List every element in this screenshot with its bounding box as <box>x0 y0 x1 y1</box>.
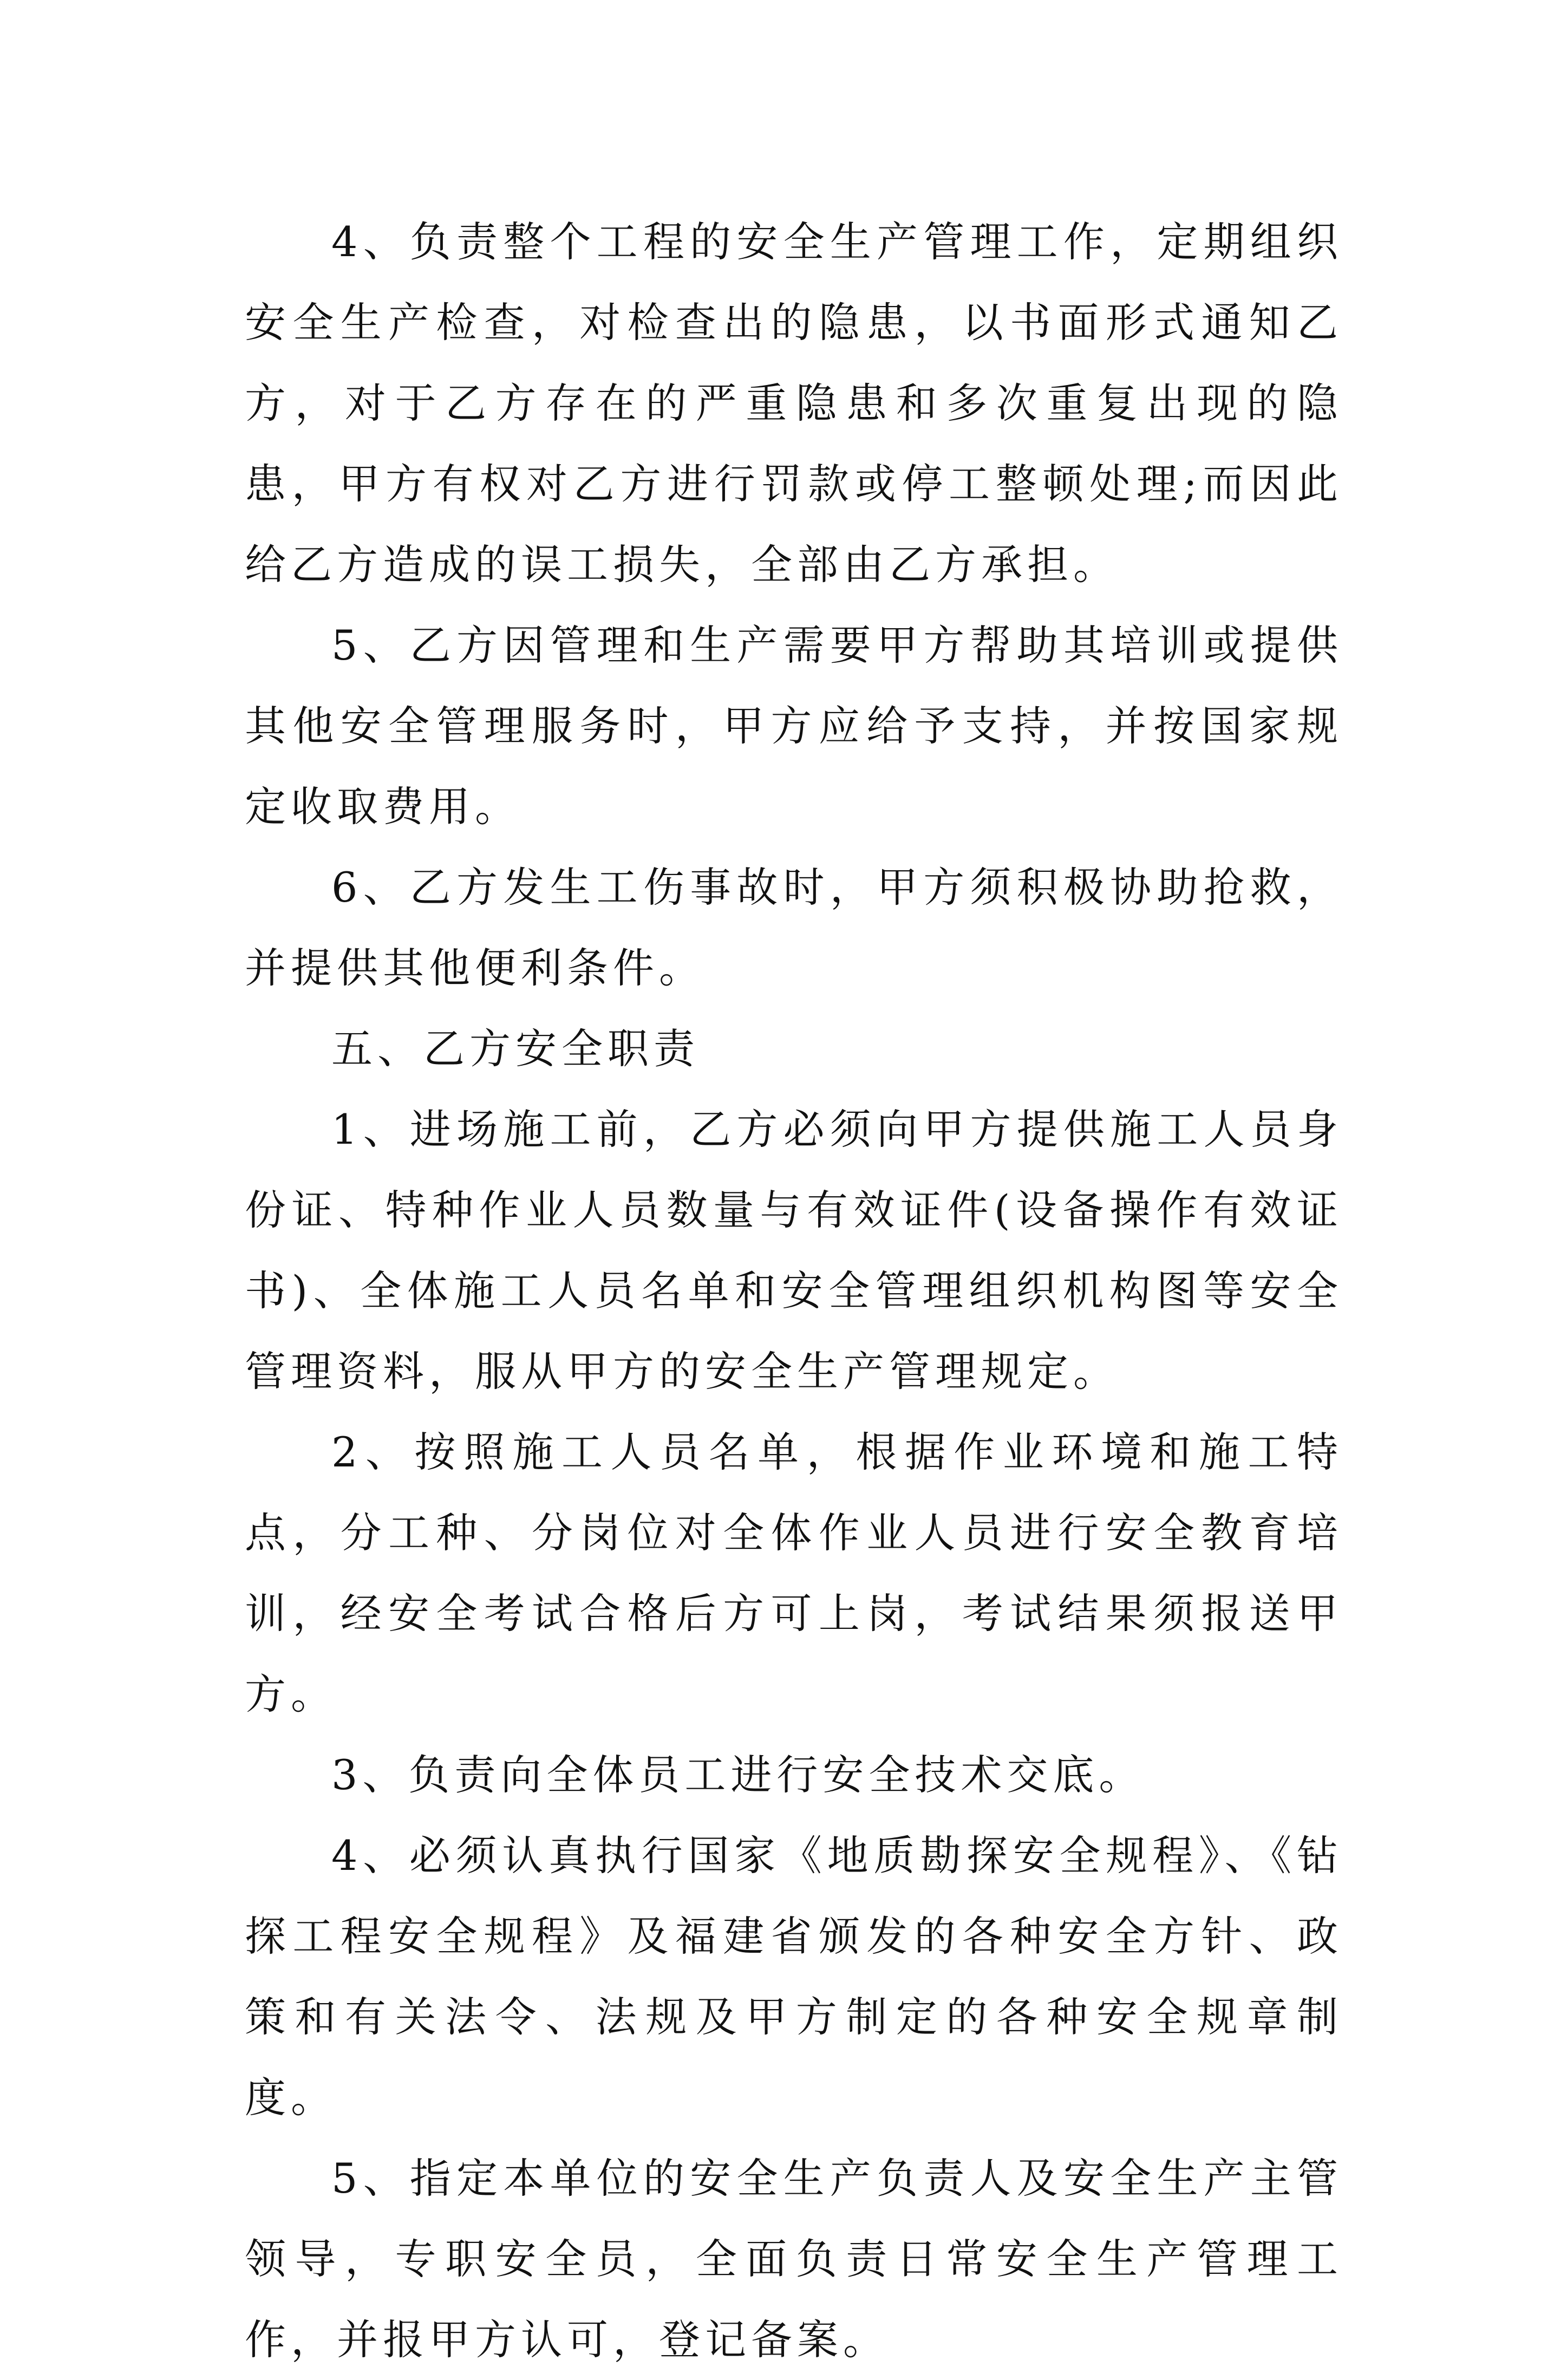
paragraph-party-b-4: 4、必须认真执行国家《地质勘探安全规程》、《钻探工程安全规程》及福建省颁发的各种安全方针、政策和有关法令、法规及甲方制定的各种安全规章制度。 <box>245 1831 1343 2122</box>
paragraph-party-b-1: 1、进场施工前，乙方必须向甲方提供施工人员身份证、特种作业人员数量与有效证件(设备操作有效证书)、全体施工人员名单和安全管理组织机构图等安全管理资料，服从甲方的安全生产管理规定。 <box>245 1105 1343 1396</box>
document-body <box>245 201 1343 2380</box>
paragraph-party-b-3: 3、负责向全体员工进行安全技术交底。 <box>331 1751 1145 1799</box>
paragraph-responsibility-5: 5、乙方因管理和生产需要甲方帮助其培训或提供其他安全管理服务时，甲方应给予支持，并按国家规定收取费用。 <box>245 621 1343 831</box>
paragraph-party-b-2: 2、按照施工人员名单，根据作业环境和施工特点，分工种、分岗位对全体作业人员进行安全教育培训，经安全考试合格后方可上岗，考试结果须报送甲方。 <box>245 1428 1343 1718</box>
paragraph-responsibility-4: 4、负责整个工程的安全生产管理工作，定期组织安全生产检查，对检查出的隐患，以书面形式通知乙方，对于乙方存在的严重隐患和多次重复出现的隐患，甲方有权对乙方进行罚款或停工整顿处理;而因此给乙方造成的误工损失，全部由乙方承担。 <box>245 218 1343 589</box>
paragraph-responsibility-6: 6、乙方发生工伤事故时，甲方须积极协助抢救，并提供其他便利条件。 <box>245 863 1343 992</box>
section-heading-party-b-duties: 五、乙方安全职责 <box>331 1025 700 1073</box>
paragraph-party-b-5: 5、指定本单位的安全生产负责人及安全生产主管领导，专职安全员，全面负责日常安全生产管理工作，并报甲方认可，登记备案。 <box>245 2154 1343 2364</box>
